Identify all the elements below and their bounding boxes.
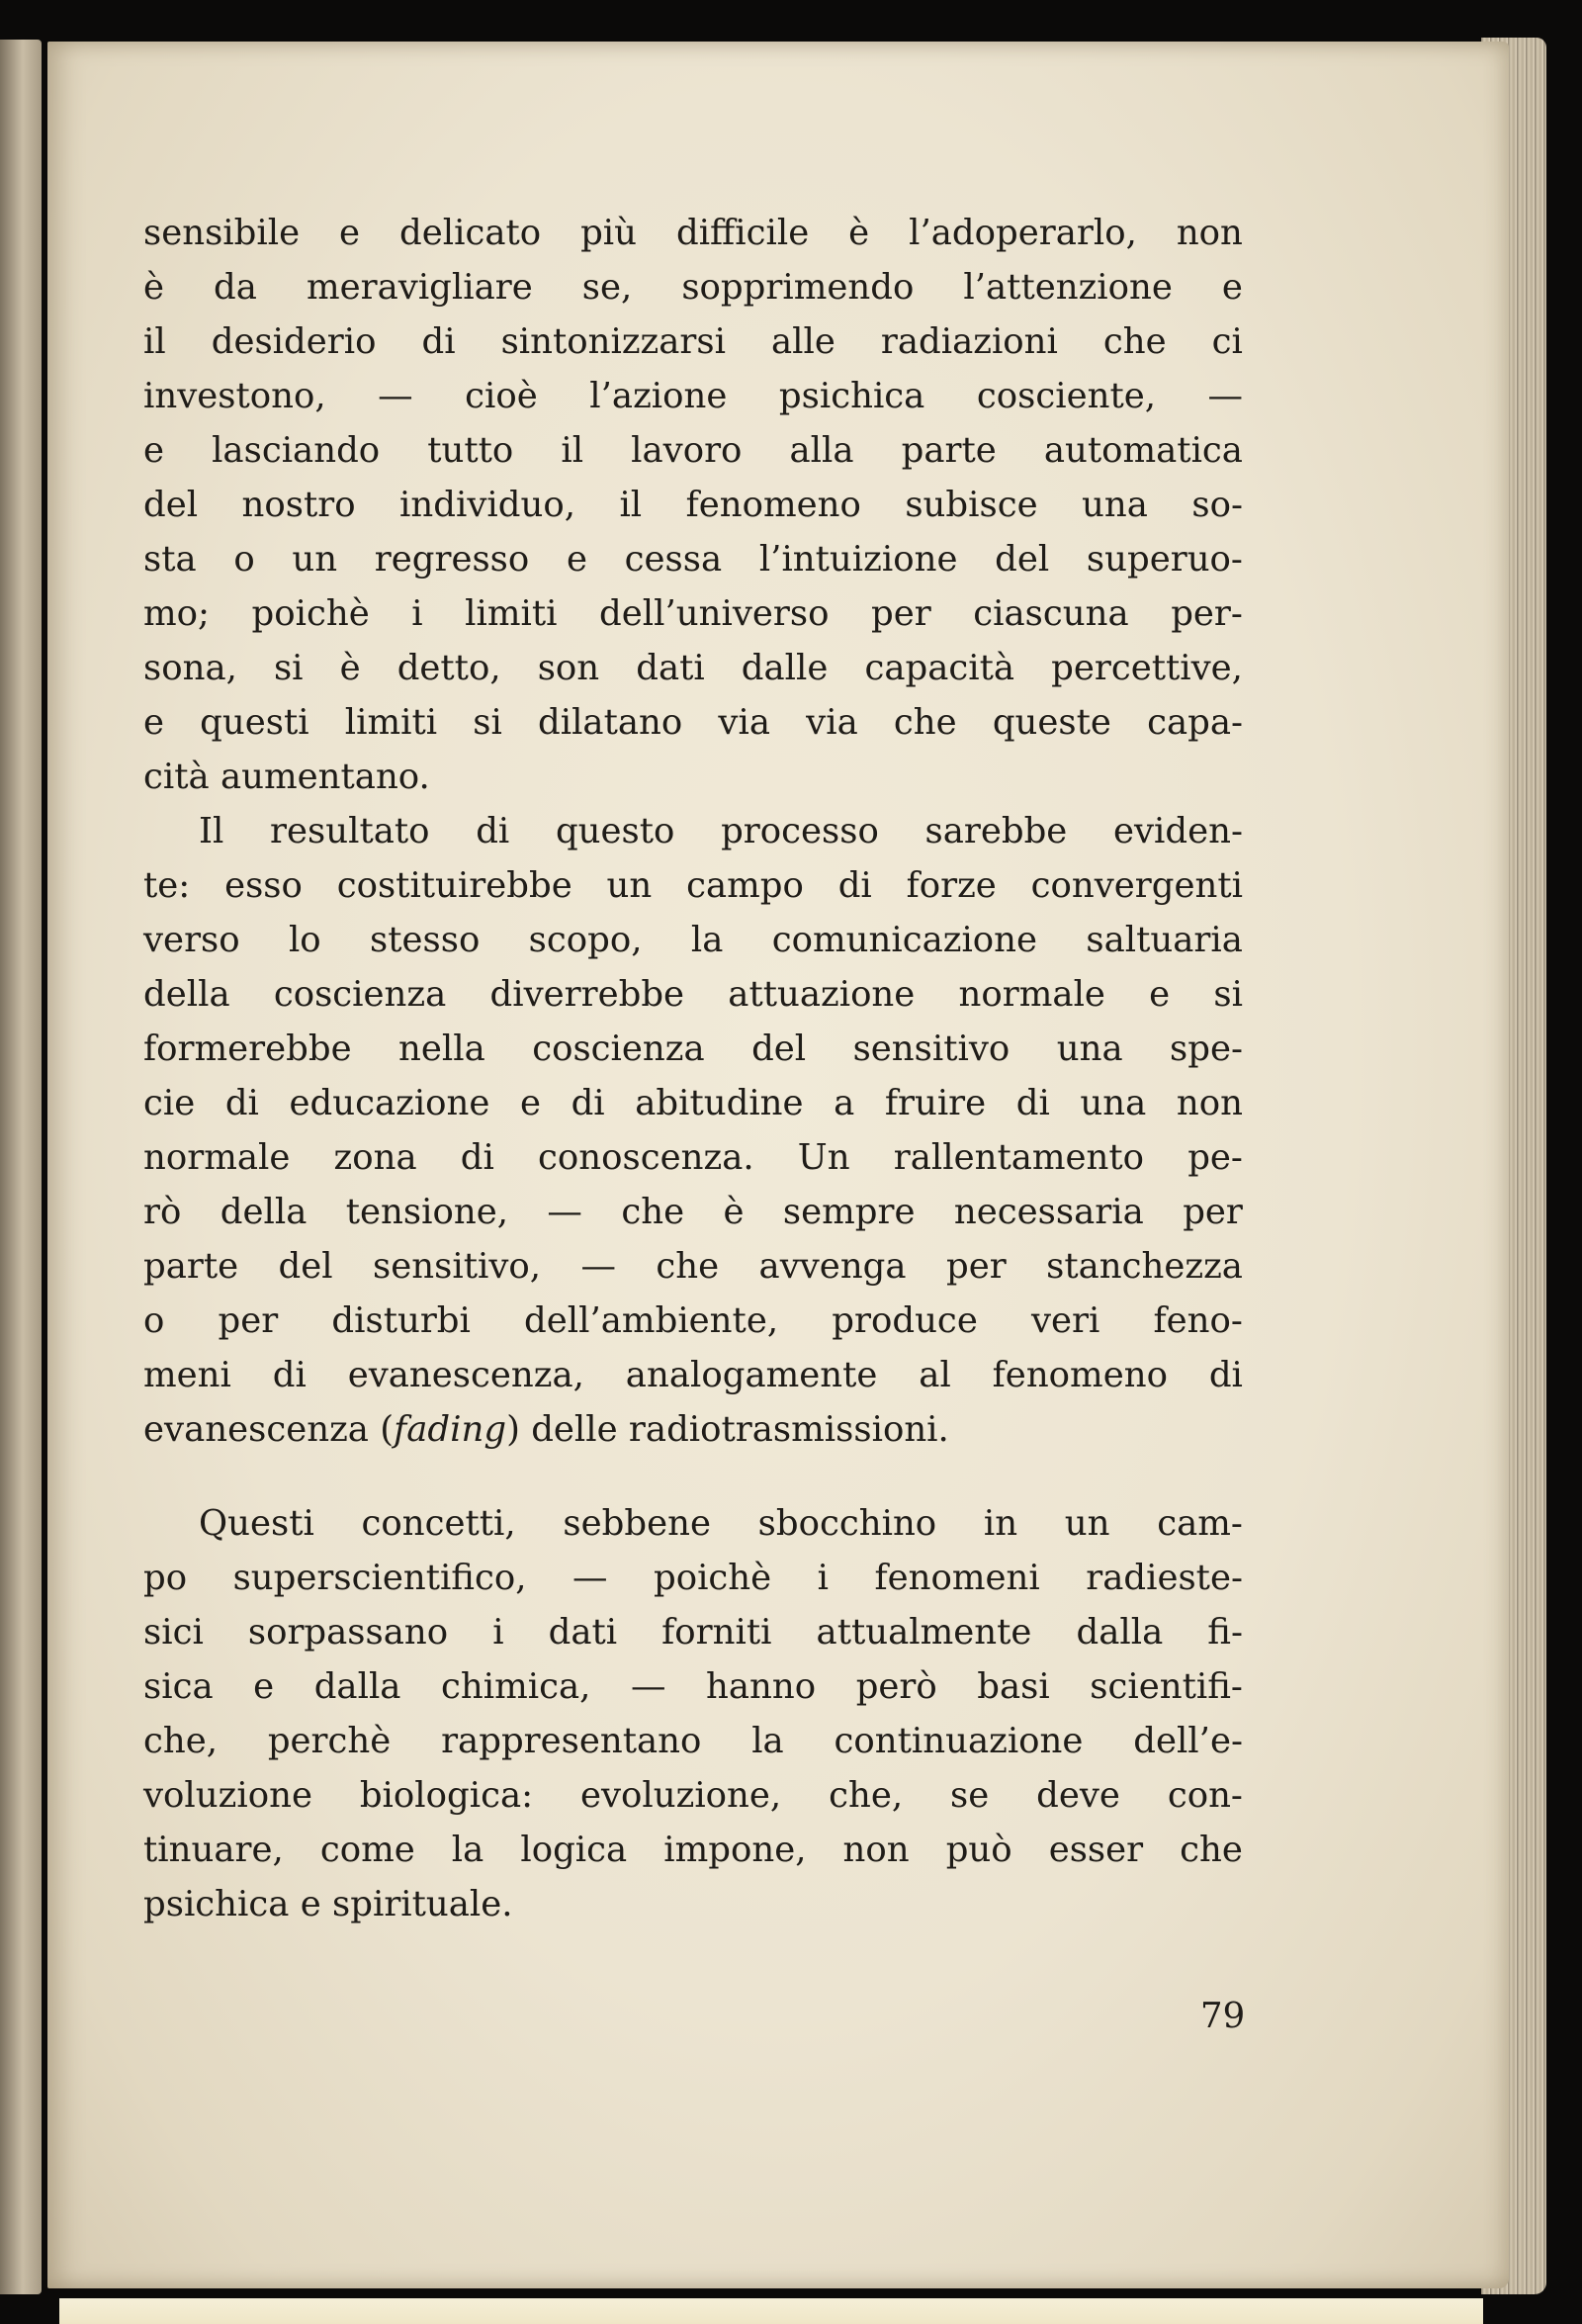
text-line: mo; poichè i limiti dell’universo per ciascuna per- (143, 593, 1243, 634)
page-bottom-edge (59, 2298, 1483, 2324)
text-line: della coscienza diverrebbe attuazione normale e si (143, 974, 1243, 1015)
text-line: parte del sensitivo, — che avvenga per stanchezza (143, 1246, 1243, 1287)
text-line: rò della tensione, — che è sempre necessaria per (143, 1192, 1243, 1232)
text-line: sona, si è detto, son dati dalle capacità percettive, (143, 648, 1243, 688)
body-text (143, 206, 1243, 1931)
text-line: tinuare, come la logica impone, non può esser che (143, 1830, 1243, 1870)
text-line: Questi concetti, sebbene sbocchino in un cam- (199, 1503, 1243, 1544)
text-line: evanescenza ( fading ) delle radiotrasmissioni. (143, 1409, 949, 1450)
previous-page-edge (0, 40, 42, 2294)
text-line: è da meravigliare se, sopprimendo l’attenzione e (143, 267, 1243, 308)
text-line: normale zona di conoscenza. Un rallentamento pe- (143, 1137, 1243, 1178)
text-line: che, perchè rappresentano la continuazione dell’e- (143, 1721, 1243, 1761)
text-line: formerebbe nella coscienza del sensitivo una spe- (143, 1028, 1243, 1069)
text-line: po superscientifico, — poichè i fenomeni radieste- (143, 1558, 1243, 1598)
text-line: voluzione biologica: evoluzione, che, se deve con- (143, 1775, 1243, 1816)
text-line: psichica e spirituale. (143, 1884, 513, 1924)
text-line: te: esso costituirebbe un campo di forze convergenti (143, 865, 1243, 906)
text-line: sici sorpassano i dati forniti attualmente dalla fi- (143, 1612, 1243, 1653)
text-line: sensibile e delicato più difficile è l’adoperarlo, non (143, 213, 1243, 253)
text-line: il desiderio di sintonizzarsi alle radiazioni che ci (143, 321, 1243, 362)
text-line: cità aumentano. (143, 757, 430, 797)
text-line: o per disturbi dell’ambiente, produce veri feno- (143, 1300, 1243, 1341)
text-line: sta o un regresso e cessa l’intuizione del superuo- (143, 539, 1243, 580)
page-number: 79 (1200, 1996, 1246, 2036)
text-line: e lasciando tutto il lavoro alla parte automatica (143, 430, 1243, 471)
text-line: verso lo stesso scopo, la comunicazione saltuaria (143, 920, 1243, 960)
text-line: cie di educazione e di abitudine a fruire di una non (143, 1083, 1243, 1123)
paragraph-gap (143, 1457, 1243, 1496)
text-line: meni di evanescenza, analogamente al fenomeno di (143, 1355, 1243, 1395)
text-line: del nostro individuo, il fenomeno subisce una so- (143, 485, 1243, 525)
text-line: sica e dalla chimica, — hanno però basi scientifi- (143, 1666, 1243, 1707)
text-line: investono, — cioè l’azione psichica cosciente, — (143, 376, 1243, 416)
text-line: Il resultato di questo processo sarebbe eviden- (199, 811, 1243, 851)
text-line: e questi limiti si dilatano via via che queste capa- (143, 702, 1243, 743)
